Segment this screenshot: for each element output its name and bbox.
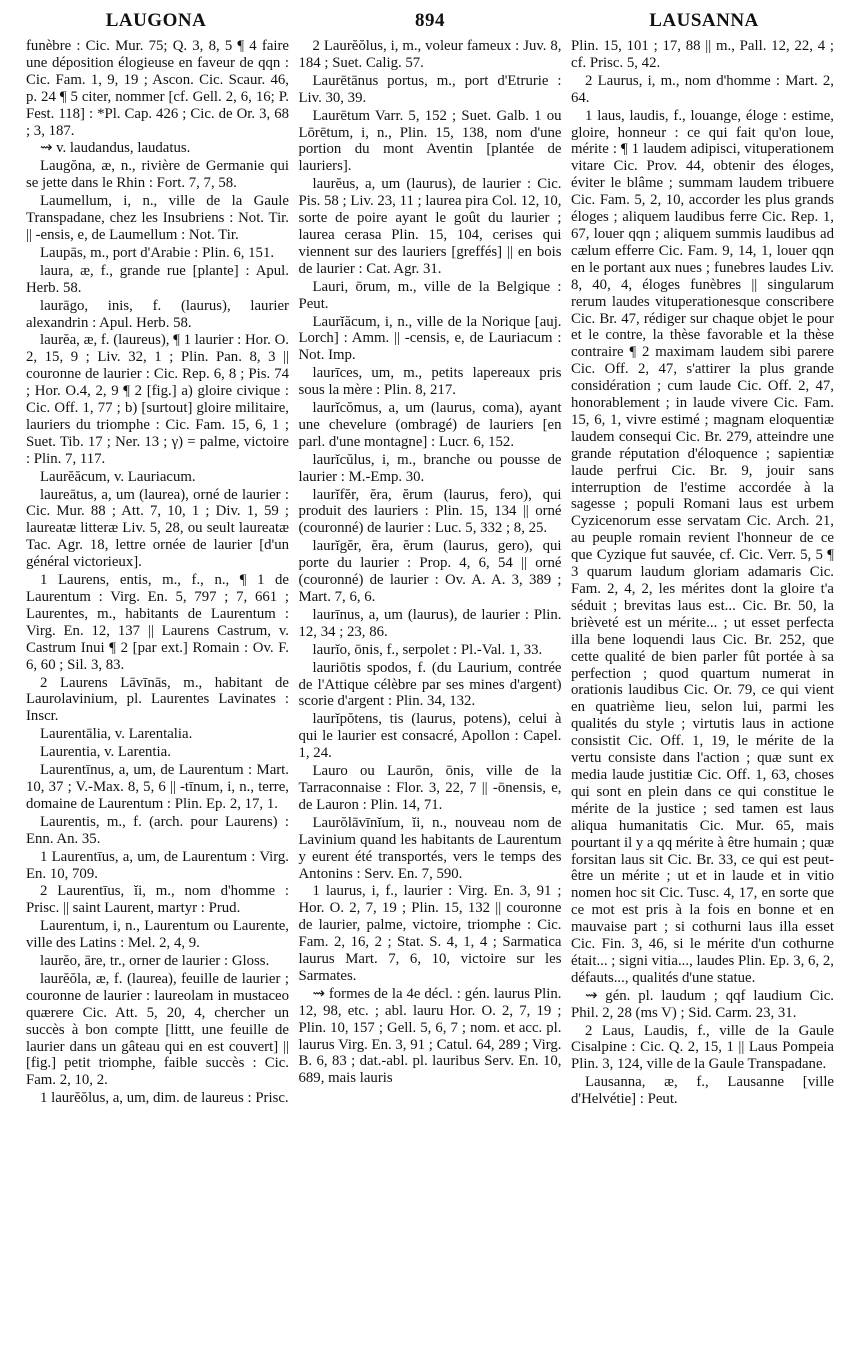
- dictionary-entry: 2 Laurus, i, m., nom d'homme : Mart. 2, 64.: [571, 72, 834, 106]
- dictionary-entry: laurĕŏla, æ, f. (laurea), feuille de laurier ; couronne de laurier : laureolam in mustaceo quærere Cic. Att. 5, 20, 4, chercher un succès à bon compte [littt, une feuille de laurier dans un gâteau qui en est couvert] || [fig.] petit triomphe, faible succès : Cic. Fam. 2, 10, 2.: [26, 970, 289, 1089]
- dictionary-entry: laurāgo, inis, f. (laurus), laurier alexandrin : Apul. Herb. 58.: [26, 297, 289, 331]
- dictionary-entry: lauriōtis spodos, f. (du Laurium, contrée de l'Attique célèbre par ses mines d'argent) scorie d'argent : Plin. 34, 132.: [298, 659, 562, 710]
- dictionary-entry: Laurĭăcum, i, n., ville de la Norique [auj. Lorch] : Amm. || -censis, e, de Lauriacum : Not. Imp.: [298, 313, 562, 364]
- dictionary-entry: laureātus, a, um (laurea), orné de laurier : Cic. Mur. 88 ; Att. 7, 10, 1 ; Div. 1, 59 ; laureatæ litteræ Liv. 5, 28, ou seult laureatæ Tac. Agr. 18, lettre ornée de laurier [d'un général victorieux].: [26, 486, 289, 571]
- dictionary-entry: 2 Laus, Laudis, f., ville de la Gaule Cisalpine : Cic. Q. 2, 15, 1 || Laus Pompeia Plin. 3, 124, ville de la Gaule Transpadane.: [571, 1022, 834, 1073]
- dictionary-entry: Laurentālia, v. Larentalia.: [40, 726, 193, 743]
- running-head-left: LAUGONA: [105, 10, 207, 31]
- dictionary-entry: 2 Laurĕŏlus, i, m., voleur fameux : Juv. 8, 184 ; Suet. Calig. 57.: [298, 38, 562, 71]
- dictionary-entry: laurĭcŏmus, a, um (laurus, coma), ayant une chevelure (ombragé) de lauriers [en parl. d'une montagne] : Lucr. 6, 152.: [298, 400, 562, 450]
- dictionary-entry: 1 Laurens, entis, m., f., n., ¶ 1 de Laurentum : Virg. En. 5, 797 ; 7, 661 ; Laurentes, m., habitants de Laurentum : Virg. En. 12, 137 || Laurens Castrum, v. Castrum Inui ¶ 2 [par ext.] Romain : Ov. F. 6, 60 ; Sil. 3, 83.: [26, 572, 289, 673]
- dictionary-entry: ⇝ formes de la 4e décl. : gén. laurus Plin. 12, 98, etc. ; abl. lauru Hor. O. 2, 7, 19 ; Plin. 10, 157 ; Gell. 5, 6, 7 ; nom. et acc. pl. laurus Virg. En. 3, 91 ; Catul. 64, 289 ; Virg. B. 6, 83 ; dat.-abl. pl. lauribus Serv. En. 10, 689, mais lauris: [298, 985, 562, 1087]
- dictionary-entry: funèbre : Cic. Mur. 75; Q. 3, 8, 5 ¶ 4 faire une déposition élogieuse en faveur de qqn : Cic. Fam. 1, 9, 19 ; Ascon. Cic. Scaur. 46, p. 24 ¶ 5 citer, nommer [cf. Gell. 2, 6, 16; P. Fest. 118] : *Pl. Cap. 426 ; Cic. de Or. 3, 68 ; 3, 187.: [26, 38, 289, 139]
- dictionary-entry: Laurētum Varr. 5, 152 ; Suet. Galb. 1 ou Lōrētum, i, n., Plin. 15, 138, nom d'une portion du mont Aventin [plantée de lauriers].: [298, 107, 562, 175]
- dictionary-entry: laurīces, um, m., petits lapereaux pris sous la mère : Plin. 8, 217.: [298, 365, 562, 399]
- dictionary-entry: 1 laus, laudis, f., louange, éloge : estime, gloire, honneur : ce qui fait qu'on loue, mérite : ¶ 1 laudem adipisci, vituperationem vitare Cic. Prov. 44, obtenir des éloges, éviter le blâme ; summam laudem tribuere Cic. Fam. 5, 2, 10, accorder les plus grands éloges ; aliquem laudibus ferre Cic. Rep. 1, 67, louer qqn ; aliquem summis laudibus ad cælum efferre Cic. Fam. 9, 14, 1, louer qqn en le portant aux nues ; funebres laudes Liv. 8, 40, 4, éloges funèbres || singularum rerum laudes vituperationesque conscribere Cic. Br. 47, rédiger sur chaque objet le pour et le contre, la thèse favorable et la thèse contraire ¶ 2 maximam laudem sibi parere Cic. Off. 2, 47, s'attirer la plus grande considération ; cum laude Cic. Off. 2, 47, honorablement ; in laude vivere Cic. Fam. 15, 6, 1, vivre estimé ; magnam eloquentiæ laudem consequi Cic. Br. 279, atteindre une grande réputation d'éloquence ; sapientiæ laude perfrui Cic. Br. 9, jouir sans interruption de l'estime accordée à la sagesse ; populi Romani laus est urbem Cyzicenorum esse servatam Cic. Arch. 21, au peuple romain revient l'honneur de ce que Cyzique fut sauvée, cf. Cic. Verr. 5, 5 ¶ 3 quarum laudum gloriam adamaris Cic. Fam. 2, 4, 2, les mérites dont la gloire t'a séduit ; brevitas laus est... Cic. Br. 50, la brièveté est un mérite... ; ut esset perfecta illa bene loquendi laus Cic. Br. 252, que cette qualité de bien parler fût portée à sa perfection ; quod quartum numerat in orationis laudibus Cic. Or. 79, ce qui vient en quatrième lieu, selon lui, parmi les qualités du style ; virtutis laus in actione consistit Cic. Off. 1, 19, le mérite de la vertu consiste dans l'action ; quæ sunt ex media laude justitiæ Cic. Off. 1, 63, choses qui sont en plein dans ce qui constitue le mérite de la justice ; sed tamen est laus aliqua humanitatis Cic. Mur. 65, mais pourtant il y a qq mérite à être humain ; quæ forsitan laus sit Cic. Br. 33, ce qui est peut-être un mérite ; ut et in laude et in vitio nomen hoc sit Cic. Tusc. 4, 17, en sorte que ce mot est pris à la fois en bonne et en mauvaise part ; si cothurni laus illa esset Cic. Fin. 3, 46, si le mérite d'un cothurne était... ; signi vitia..., laudes Plin. Ep. 3, 6, 2, défauts..., qualités d'une statue.: [571, 107, 834, 986]
- dictionary-entry: Lauri, ōrum, m., ville de la Belgique : Peut.: [298, 278, 562, 312]
- dictionary-entry: laurĕa, æ, f. (laureus), ¶ 1 laurier : Hor. O. 2, 15, 9 ; Liv. 32, 1 ; Plin. Pan. 8, 3 || couronne de laurier : Cic. Rep. 6, 8 ; Pis. 74 ; Hor. O.4, 2, 9 ¶ 2 [fig.] a) gloire civique : Cic. Off. 1, 77 ; b) [surtout] gloire militaire, lauriers du triomphe : Cic. Fam. 15, 6, 1 ; Suet. Tib. 17 ; Ner. 13 ; γ) = palme, victoire : Plin. 7, 117.: [26, 332, 289, 467]
- dictionary-entry: Plin. 15, 101 ; 17, 88 || m., Pall. 12, 22, 4 ; cf. Prisc. 5, 42.: [571, 38, 834, 71]
- dictionary-entry: 1 laurĕŏlus, a, um, dim. de laureus : Prisc.: [40, 1090, 289, 1107]
- dictionary-entry: Lausanna, æ, f., Lausanne [ville d'Helvétie] : Peut.: [571, 1074, 834, 1108]
- dictionary-entry: Laurētānus portus, m., port d'Etrurie : Liv. 30, 39.: [298, 72, 562, 106]
- dictionary-entry: laurĭfĕr, ĕra, ĕrum (laurus, fero), qui produit des lauriers : Plin. 15, 134 || orné (couronné) de laurier : Luc. 5, 332 ; 8, 25.: [298, 486, 562, 537]
- dictionary-entry: laurĕus, a, um (laurus), de laurier : Cic. Pis. 58 ; Liv. 23, 11 ; laurea pira Col. 12, 10, sorte de poire ayant le goût du laurier ; laurea cerasa Plin. 15, 104, cerises qui viennent sur des lauriers [greffés] || en bois de laurier : Cat. Agr. 31.: [298, 176, 562, 277]
- dictionary-entry: Laurentis, m., f. (arch. pour Laurens) : Enn. An. 35.: [26, 813, 289, 847]
- dictionary-entry: Laurentīnus, a, um, de Laurentum : Mart. 10, 37 ; V.-Max. 8, 5, 6 || -tīnum, i, n., terre, domaine de Laurentum : Plin. Ep. 2, 17, 1.: [26, 762, 289, 812]
- column-middle: [299, 38, 562, 1109]
- dictionary-entry: laurĭcŭlus, i, m., branche ou pousse de laurier : M.-Emp. 30.: [298, 451, 562, 485]
- column-right: [571, 38, 834, 1109]
- dictionary-entry: Laurĕăcum, v. Lauriacum.: [40, 468, 196, 485]
- dictionary-entry: 1 Laurentīus, a, um, de Laurentum : Virg. En. 10, 709.: [26, 848, 289, 882]
- dictionary-entry: Lauro ou Laurōn, ōnis, ville de la Tarraconnaise : Flor. 3, 22, 7 || -ōnensis, e, de Lauron : Plin. 14, 71.: [298, 763, 562, 813]
- dictionary-entry: 2 Laurentīus, ĭi, m., nom d'homme : Prisc. || saint Laurent, martyr : Prud.: [26, 883, 289, 917]
- dictionary-entry: Laumellum, i, n., ville de la Gaule Transpadane, chez les Insubriens : Not. Tir. || -ensis, e, de Laumellum : Not. Tir.: [26, 193, 289, 243]
- column-left: [26, 38, 289, 1109]
- page-number: 894: [415, 10, 445, 31]
- page-header: [26, 10, 834, 36]
- running-head-right: LAUSANNA: [649, 10, 759, 31]
- dictionary-entry: laurīnus, a, um (laurus), de laurier : Plin. 12, 34 ; 23, 86.: [298, 606, 562, 640]
- dictionary-entry: laura, æ, f., grande rue [plante] : Apul. Herb. 58.: [26, 262, 289, 296]
- dictionary-entry: Laupās, m., port d'Arabie : Plin. 6, 151.: [40, 244, 275, 261]
- dictionary-entry: ⇝ v. laudandus, laudatus.: [40, 140, 191, 157]
- dictionary-entry: laurĕo, āre, tr., orner de laurier : Gloss.: [40, 953, 270, 970]
- dictionary-entry: laurĭgĕr, ĕra, ĕrum (laurus, gero), qui porte du laurier : Prop. 4, 6, 54 || orné (couronné) de laurier : Ov. A. A. 3, 389 ; Mart. 7, 6, 6.: [298, 538, 562, 605]
- dictionary-entry: Laurentum, i, n., Laurentum ou Laurente, ville des Latins : Mel. 2, 4, 9.: [26, 918, 289, 952]
- dictionary-entry: laurĭo, ōnis, f., serpolet : Pl.-Val. 1, 33.: [312, 641, 543, 658]
- columns: [26, 38, 834, 1109]
- dictionary-entry: Laurŏlāvīnĭum, ĭi, n., nouveau nom de Lavinium quand les habitants de Laurentum y eurent été transportés, vers le temps des Antonins : Serv. En. 7, 590.: [298, 814, 562, 882]
- dictionary-entry: Laugŏna, æ, n., rivière de Germanie qui se jette dans le Rhin : Fort. 7, 7, 58.: [26, 158, 289, 192]
- dictionary-entry: Laurentia, v. Larentia.: [40, 744, 171, 761]
- dictionary-entry: laurĭpŏtens, tis (laurus, potens), celui à qui le laurier est consacré, Apollon : Capel. 1, 24.: [298, 711, 562, 762]
- dictionary-entry: 1 laurus, i, f., laurier : Virg. En. 3, 91 ; Hor. O. 2, 7, 19 ; Plin. 15, 132 || couronne de laurier, palme, victoire, triomphe : Cic. Fam. 2, 16, 2 ; Stat. S. 4, 1, 4 ; Sarmatica laurus Mart. 7, 6, 10, victoire sur les Sarmates.: [298, 883, 562, 984]
- dictionary-entry: 2 Laurens Lāvīnās, m., habitant de Laurolavinium, pl. Laurentes Lavinates : Inscr.: [26, 674, 289, 725]
- dictionary-entry: ⇝ gén. pl. laudum ; qqf laudium Cic. Phil. 2, 28 (ms V) ; Sid. Carm. 23, 31.: [571, 987, 834, 1021]
